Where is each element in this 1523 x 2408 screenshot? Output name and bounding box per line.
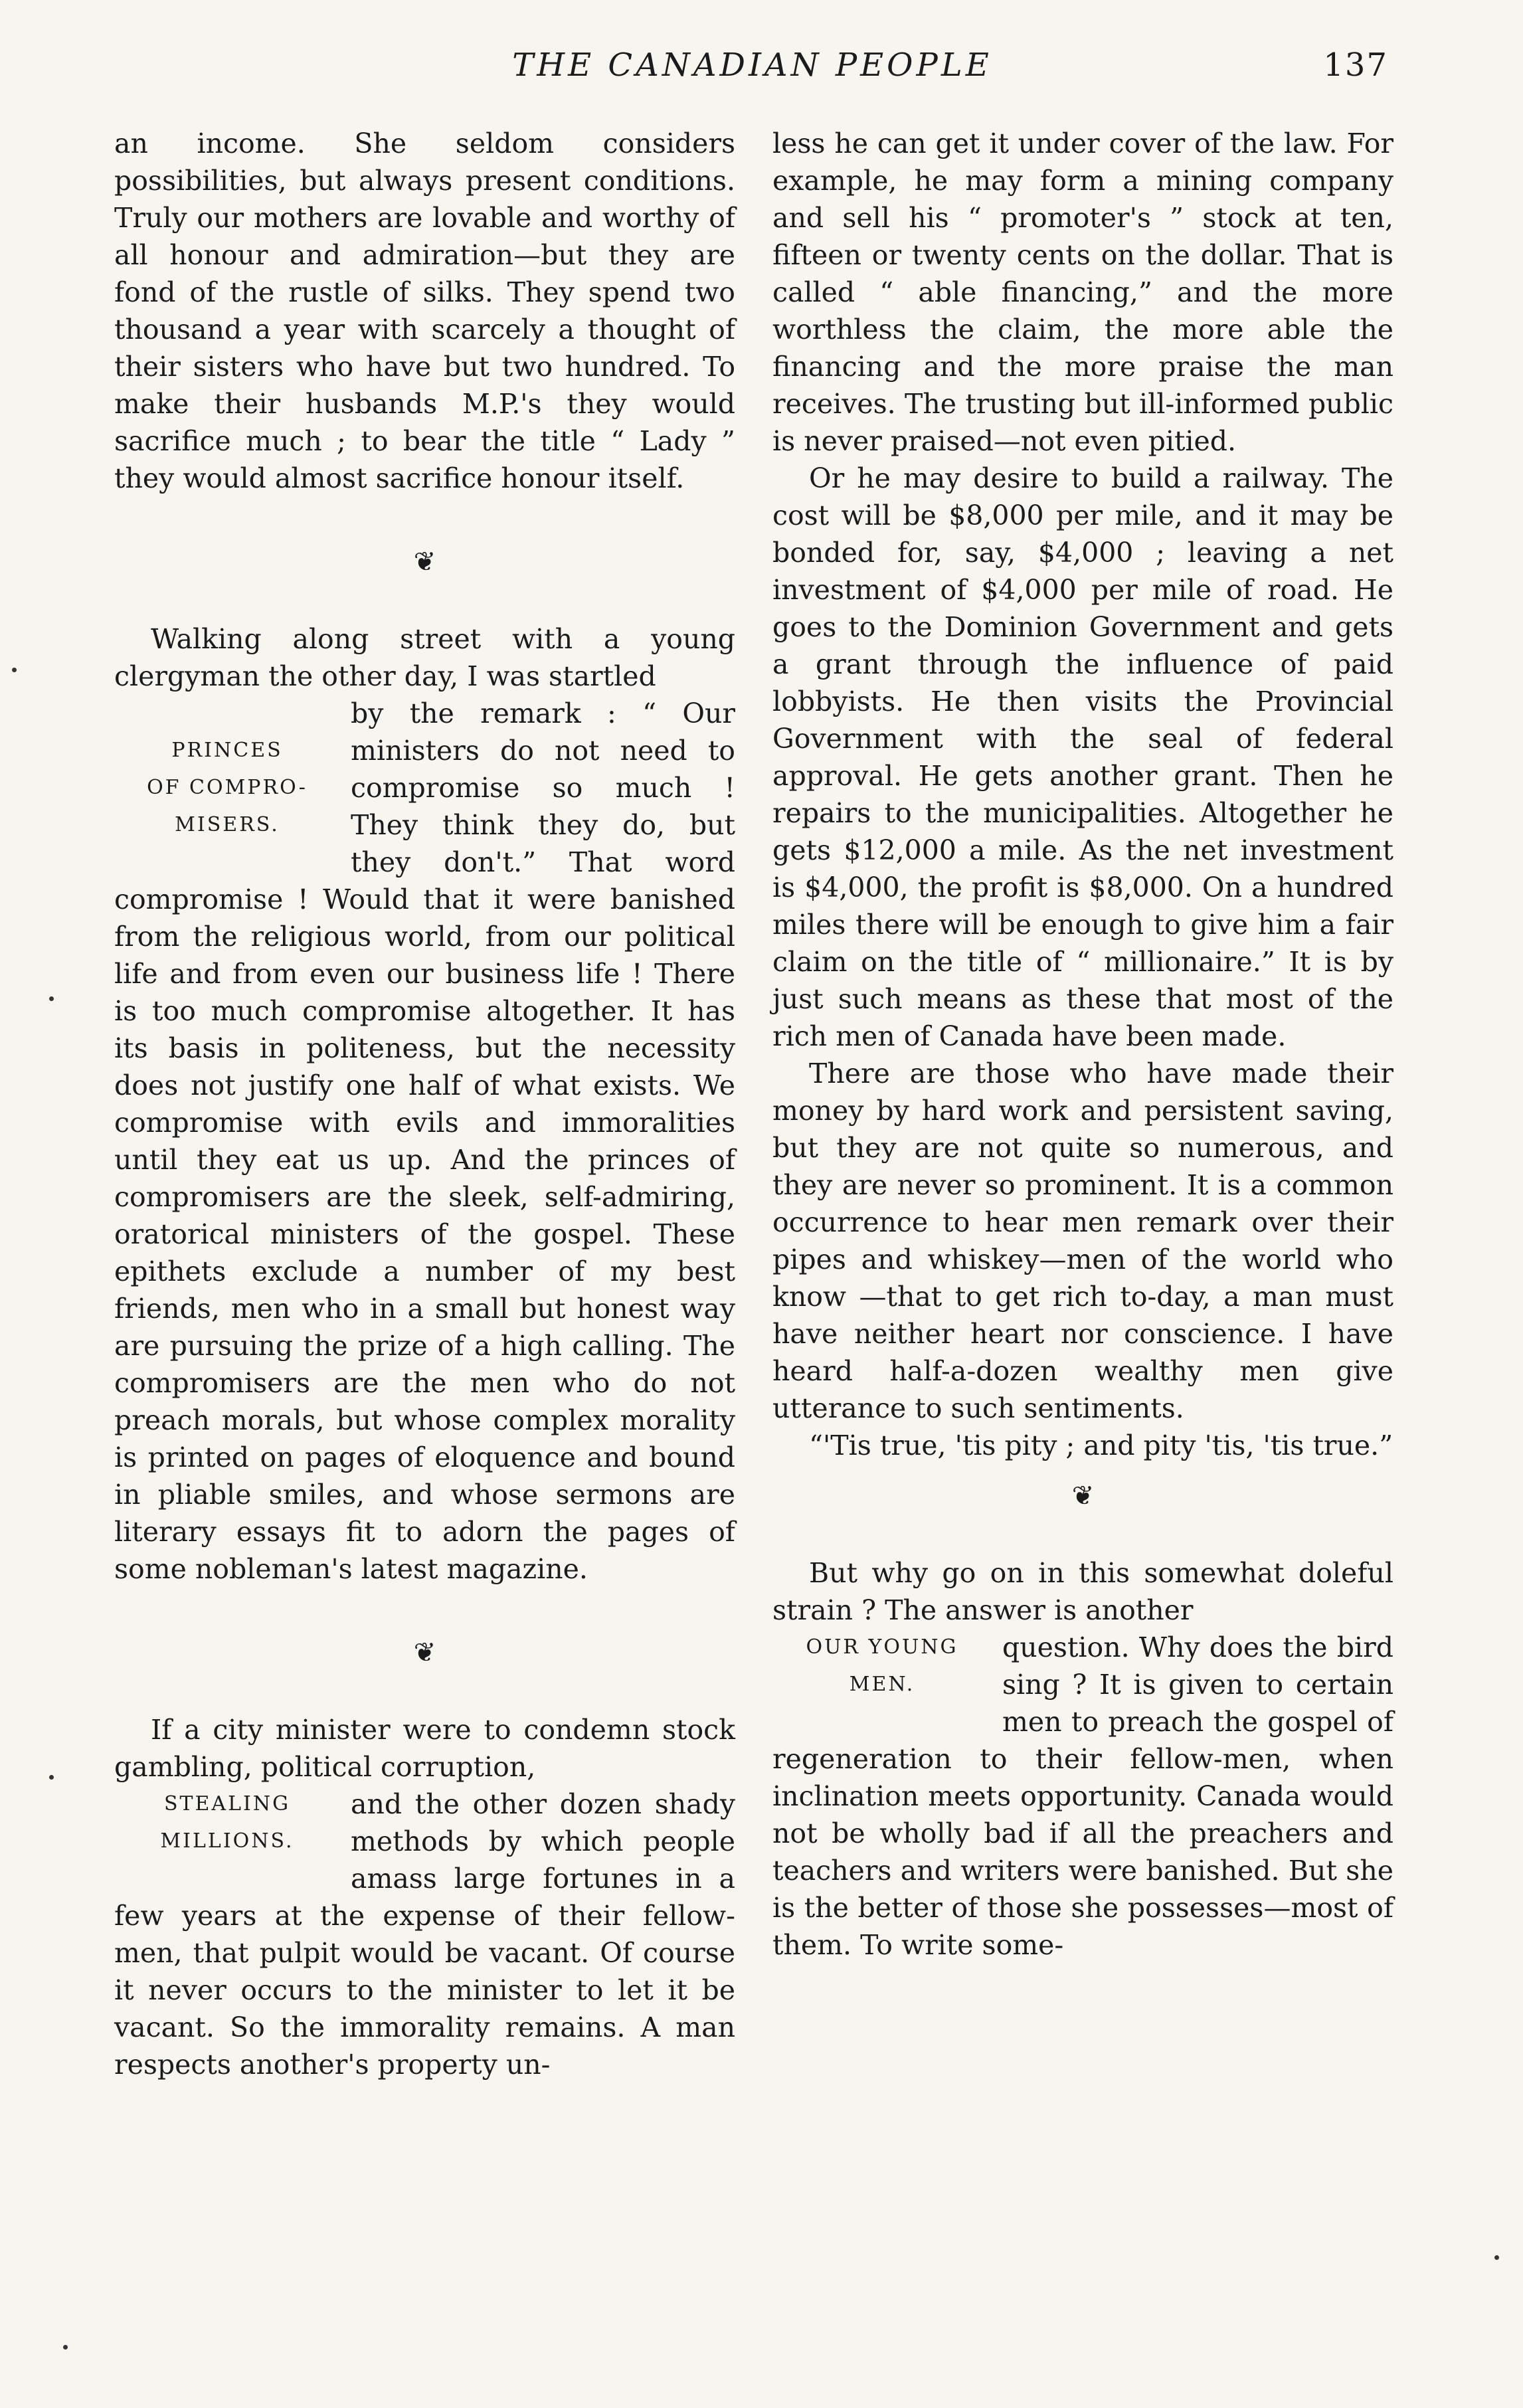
page-number: 137 (1323, 46, 1388, 84)
sidenote-line: OUR YOUNG (806, 1635, 958, 1659)
running-title: THE CANADIAN PEOPLE (512, 46, 992, 84)
sidenote-our-young-men (772, 1629, 992, 1703)
ornament-divider-2: ❦ (413, 1637, 436, 1668)
paragraph-railway: Or he may desire to build a railway. The cost will be $8,000 per mile, and it may be bonded for, say, $4,000 ; leaving a net investment of $4,000 per mile of road. He goes to the Dominion Government and gets a grant through the influence of paid lobbyists. He then visits the Provincial Government with the seal of federal approval. He gets another grant. Then he repairs to the municipalities. Altogether he gets $12,000 a mile. As the net investment is $4,000, the profit is $8,000. On a hundred miles there will be enough to give him a fair claim on the title of “ millionaire.” It is by just such means as these that most of the rich men of Canada have been made. (772, 462, 1393, 1052)
ornament-divider-1: ❦ (413, 547, 436, 577)
sidenote-line: MILLIONS. (160, 1829, 294, 1853)
margin-speck (1494, 2255, 1499, 2260)
sidenote-line: PRINCES (171, 739, 283, 762)
paragraph-compromise-lead: Walking along street with a young clergyman the other day, I was startled (114, 623, 735, 692)
ornament-divider-3: ❦ (1071, 1481, 1095, 1511)
paragraph-young-men-lead: But why go on in this somewhat doleful strain ? The answer is another (772, 1557, 1393, 1626)
page-header (116, 46, 1388, 100)
paragraph-quotation: “'Tis true, 'tis pity ; and pity 'tis, 'tis true.” (809, 1430, 1393, 1461)
margin-speck (49, 1775, 54, 1780)
sidenote-line: STEALING (163, 1792, 291, 1815)
paragraph-hard-work: There are those who have made their money by hard work and persistent saving, but they are not quite so numerous, and they are never so prominent. It is a common occurrence to hear men remark over their pipes and whiskey—men of the world who know —that to get rich to-day, a man must have neither heart nor conscience. I have heard half-a-dozen wealthy men give utterance to such sentiments. (772, 1058, 1393, 1424)
margin-speck (49, 996, 54, 1001)
right-column (772, 125, 1393, 1964)
left-column (114, 125, 735, 2083)
paragraph-mothers: an income. She seldom considers possibilities, but always present conditions. Truly our mothers are lovable and worthy of all honour and admiration—but they are fond of the rustle of silks. They spend two thousand a year with scarcely a thought of their sisters who have but two hundred. To make their husbands M.P.'s they would sacrifice much ; to bear the title “ Lady ” they would almost sacrifice honour itself. (114, 128, 735, 494)
margin-speck (63, 2345, 68, 2350)
paragraph-compromise-body: by the remark : “ Our ministers do not need to compromise so much ! They think they do, but they don't.” That word compromise ! Would that it were banished from the religious world, from our political life and from even our business life ! There is too much compromise altogether. It has its basis in politeness, but the necessity does not justify one half of what exists. We compromise with evils and immoralities until they eat us up. And the princes of compromisers are the sleek, self-admiring, oratorical ministers of the gospel. These epithets exclude a number of my best friends, men who in a small but honest way are pursuing the prize of a high calling. The compromisers are the men who do not preach morals, but whose complex morality is printed on pages of eloquence and bound in pliable smiles, and whose sermons are literary essays fit to adorn the pages of some nobleman's latest magazine. (114, 697, 735, 1585)
sidenote-line: MEN. (849, 1673, 915, 1696)
paragraph-young-men-body: question. Why does the bird sing ? It is given to certain men to preach the gospel of regeneration to their fellow-men, when inclination meets opportunity. Canada would not be wholly bad if all the preachers and teachers and writers were banished. But she is the better of those she possesses—most of them. To write some- (772, 1631, 1393, 1961)
paragraph-promoter: less he can get it under cover of the law. For example, he may form a mining company and sell his “ promoter's ” stock at ten, fifteen or twenty cents on the dollar. That is called “ able financing,” and the more worthless the claim, the more able the financing and the more praise the man receives. The trusting but ill-informed public is never praised—not even pitied. (772, 128, 1393, 457)
paragraph-stealing-lead: If a city minister were to condemn stock gambling, political corruption, (114, 1714, 735, 1783)
sidenote-line: MISERS. (175, 813, 280, 836)
paragraph-stealing-body: and the other dozen shady methods by which people amass large fortunes in a few years at the expense of their fellow-men, that pulpit would be vacant. Of course it never occurs to the minister to let it be vacant. So the immorality remains. A man respects another's property un- (114, 1788, 735, 2081)
margin-speck (12, 668, 17, 672)
sidenote-stealing-millions (114, 1786, 340, 1860)
sidenote-princes-of-compromisers (114, 732, 340, 844)
sidenote-line: OF COMPRO- (147, 776, 308, 799)
